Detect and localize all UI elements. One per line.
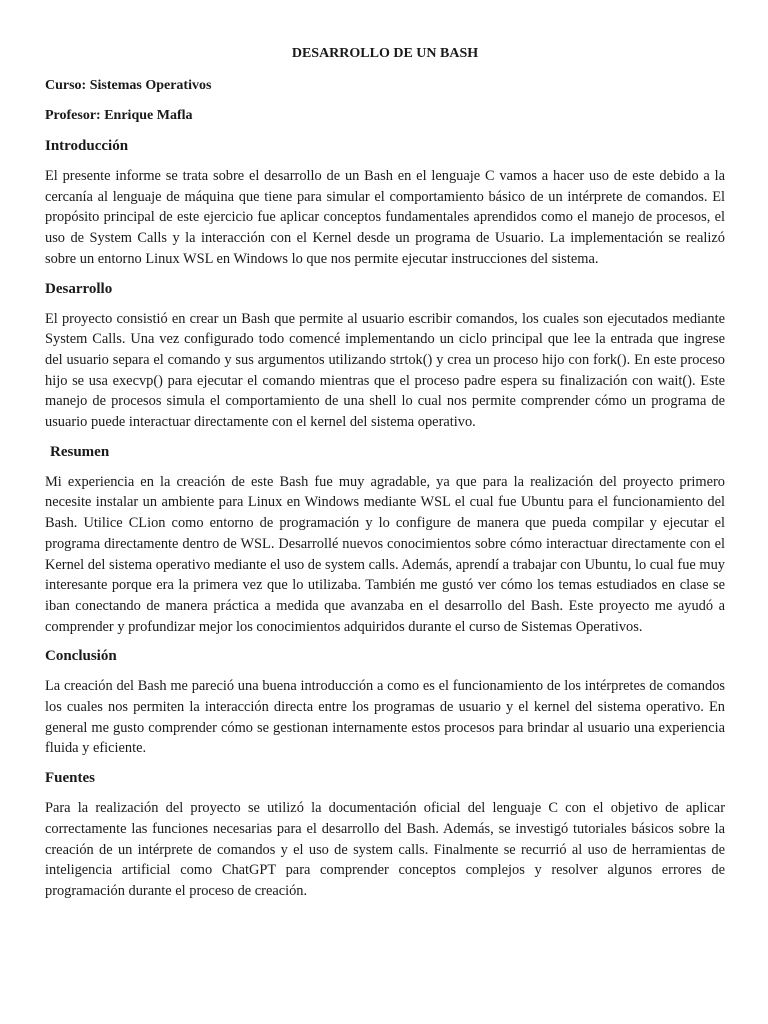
document-title: DESARROLLO DE UN BASH <box>291 46 479 61</box>
introduction-paragraph: El presente informe se trata sobre el desarrollo de un Bash en el lenguaje C vamos a hacer uso de este debido a la cercanía al lenguaje de máquina que tiene para simular el comportamiento básico de un intérprete de comandos. El propósito principal de este ejercicio fue aplicar conceptos fundamentales aprendidos como el manejo de procesos, el uso de System Calls y la interacción con el Kernel desde un programa de Usuario. La implementación se realizó sobre un entorno Linux WSL en Windows lo que nos permite ejecutar instrucciones del sistema. <box>45 168 725 267</box>
summary-paragraph: Mi experiencia en la creación de este Bash fue muy agradable, ya que para la realización del proyecto primero necesite instalar un ambiente para Linux en Windows mediante WSL el cual fue Ubuntu para el funcionamiento del Bash. Utilice CLion como entorno de programación y lo configure de manera que pueda compilar y ejecutar el programa directamente dentro de WSL. Desarrollé nuevos conocimientos sobre cómo interactuar directamente con el Kernel del sistema operativo mediante el uso de system calls. Además, aprendí a trabajar con Ubuntu, lo cual fue muy interesante porque era la primera vez que lo utilizaba. También me gustó ver cómo los temas estudiados en clase se iban conectando de manera práctica a medida que avanzaba en el desarrollo del Bash. Este proyecto me ayudó a comprender y profundizar mejor los conocimientos adquiridos durante el curso de Sistemas Operativos. <box>45 473 725 635</box>
section-introduction <box>45 136 725 270</box>
section-conclusion <box>45 646 725 759</box>
document-page <box>45 44 725 911</box>
professor-label: Profesor: Enrique Mafla <box>45 108 193 123</box>
summary-heading: Resumen <box>50 443 110 460</box>
section-sources <box>45 768 725 902</box>
section-development <box>45 279 725 433</box>
sources-heading: Fuentes <box>45 770 95 787</box>
conclusion-heading: Conclusión <box>45 648 117 665</box>
development-heading: Desarrollo <box>45 280 113 297</box>
development-paragraph: El proyecto consistió en crear un Bash que permite al usuario escribir comandos, los cuales son ejecutados mediante System Calls. Una vez configurado todo comencé implementando un ciclo principal que lee la entrada que ingrese del usuario separa el comando y sus argumentos utilizando strtok() y crea un proceso hijo con fork(). En este proceso hijo se usa execvp() para ejecutar el comando mientras que el proceso padre espera su finalización con wait(). Este manejo de procesos simula el comportamiento de una shell lo cual nos permite comprender cómo un programa de usuario puede interactuar directamente con el kernel del sistema operativo. <box>45 310 725 431</box>
introduction-heading: Introducción <box>45 138 129 154</box>
sources-paragraph: Para la realización del proyecto se utilizó la documentación oficial del lenguaje C con el objetivo de aplicar correctamente las funciones necesarias para el desarrollo del Bash. Además, se investigó tutoriales básicos sobre la creación de un intérprete de comandos y el uso de system calls. Finalmente se recurrió al uso de herramientas de inteligencia artificial como ChatGPT para comprender conceptos complejos y resolver algunos errores de programación durante el proceso de creación. <box>45 800 725 899</box>
section-summary <box>45 442 725 638</box>
conclusion-paragraph: La creación del Bash me pareció una buena introducción a como es el funcionamiento de los intérpretes de comandos los cuales nos permiten la interacción directa entre los programas de usuario y el kernel del sistema operativo. En general me gusto comprender cómo se gestionan internamente estos procesos para brindar al usuario una experiencia fluida y eficiente. <box>45 678 725 757</box>
course-label: Curso: Sistemas Operativos <box>45 78 212 93</box>
